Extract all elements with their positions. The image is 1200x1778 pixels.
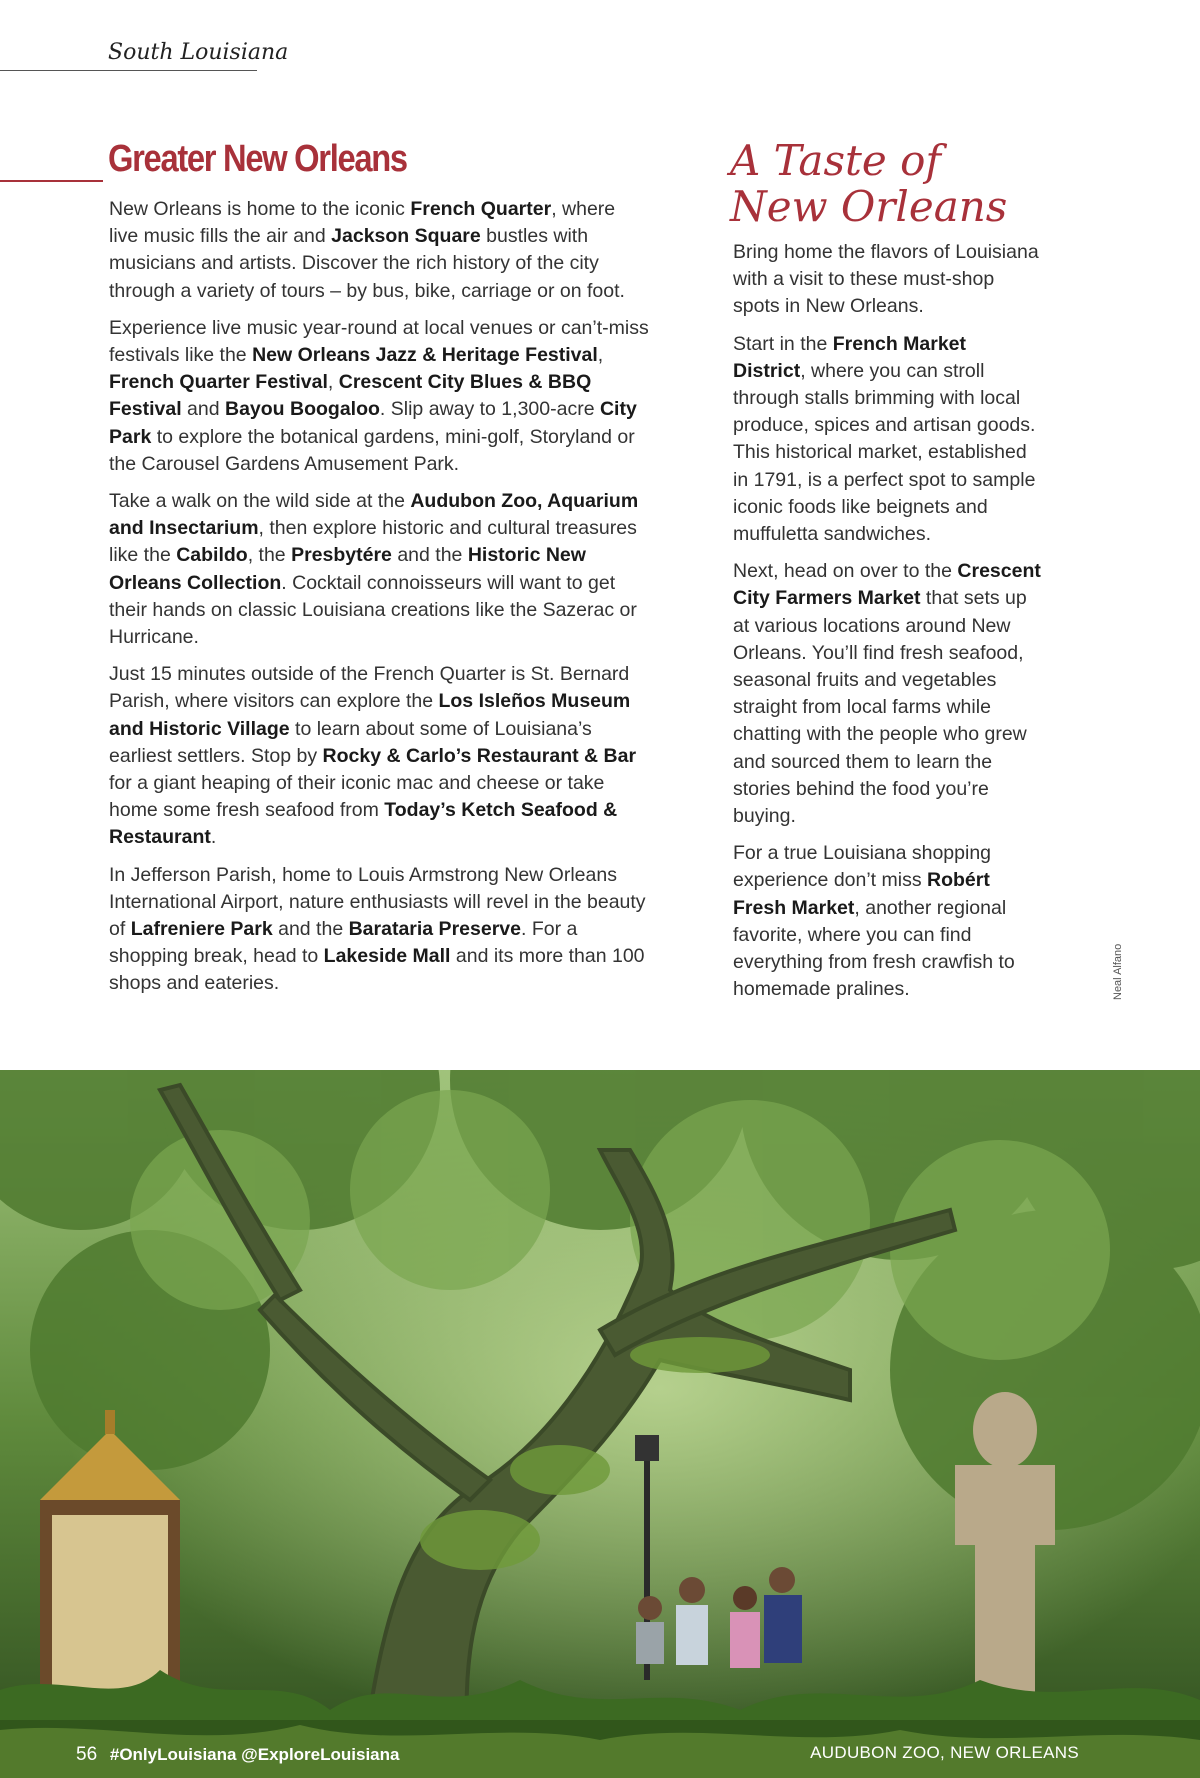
main-text: , where live music fills the air and — [109, 198, 616, 248]
main-text: New Orleans is home to the iconic — [109, 198, 411, 220]
main-bold-place-name: Jackson Square — [331, 225, 481, 248]
main-text: , the — [247, 544, 292, 567]
footer-hashtags: #OnlyLouisiana @ExploreLouisiana — [109, 1745, 400, 1764]
sidebar-text: , another regional favorite, where you can find everything from fresh crawfish to homemade pralines. — [733, 896, 1015, 1001]
sidebar-text: Next, head on over to the — [733, 560, 958, 583]
sidebar-text: For a true Louisiana shopping experience don’t miss — [733, 842, 992, 892]
sidebar-text: that sets up at various locations around New Orleans. You’ll find fresh seafood, seasonal fruits and vegetables straight from local farms while chatting with the people who grew and sourced them to learn the stories behind the food you’re buying. — [733, 587, 1027, 828]
main-text: , — [597, 344, 604, 367]
main-text: for a giant heaping of their iconic mac and cheese or take home some fresh seafood from — [109, 772, 605, 822]
main-paragraph — [109, 862, 649, 998]
main-text: , then explore historic and cultural treasures like the — [109, 517, 637, 567]
main-text: . Slip away to 1,300-acre — [379, 398, 600, 421]
sidebar-title — [730, 138, 1007, 230]
section-header-label: South Louisiana — [108, 40, 289, 65]
main-text: Just 15 minutes outside of the French Quarter is St. Bernard Parish, where visitors can explore the — [109, 663, 630, 713]
photo-caption: AUDUBON ZOO, NEW ORLEANS — [810, 1743, 1079, 1762]
main-bold-place-name: French Quarter Festival — [109, 371, 328, 394]
sidebar-text: Bring home the flavors of Louisiana with a visit to these must-shop spots in New Orleans. — [733, 241, 1039, 318]
photo-credit: Neal Alfano — [1112, 943, 1124, 1000]
sidebar-paragraph — [733, 840, 1043, 1003]
main-paragraph — [109, 661, 649, 851]
main-bold-place-name: Lafreniere Park — [130, 918, 273, 941]
main-text: and its more than 100 shops and eateries. — [109, 945, 645, 995]
main-bold-place-name: Today’s Ketch Seafood & Restaurant — [109, 799, 618, 849]
header-rule — [0, 70, 257, 71]
main-text: . Cocktail connoisseurs will want to get their hands on classic Louisiana creations like the Sazerac or Hurricane. — [109, 571, 637, 649]
main-bold-place-name: French Quarter — [410, 198, 552, 220]
title-rule — [0, 180, 103, 182]
sidebar-text: Start in the — [733, 332, 833, 355]
main-text: bustles with musicians and artists. Discover the rich history of the city through a variety of tours – by bus, bike, carriage or on foot. — [109, 225, 625, 302]
main-paragraph — [109, 196, 649, 305]
main-text: . — [210, 826, 217, 849]
main-text: Take a walk on the wild side at the — [109, 490, 411, 513]
footer-left — [76, 1744, 399, 1766]
audubon-zoo-photo — [0, 1070, 1200, 1778]
main-text: and the — [391, 544, 468, 567]
main-bold-place-name: Los Isleños Museum and Historic Village — [109, 690, 631, 740]
main-bold-place-name: New Orleans Jazz & Heritage Festival — [252, 344, 598, 367]
sidebar-title-line2: New Orleans — [730, 182, 1008, 231]
main-text: , — [327, 371, 339, 394]
main-bold-place-name: Historic New Orleans Collection — [109, 544, 586, 594]
main-title: Greater New Orleans — [108, 138, 407, 180]
main-bold-place-name: Rocky & Carlo’s Restaurant & Bar — [322, 744, 637, 767]
page-number: 56 — [76, 1744, 98, 1765]
sidebar-paragraph — [733, 331, 1043, 549]
main-text: to explore the botanical gardens, mini-golf, Storyland or the Carousel Gardens Amusement Park. — [109, 425, 635, 475]
main-bold-place-name: Barataria Preserve — [348, 918, 521, 941]
main-bold-place-name: City Park — [109, 398, 637, 448]
main-text: In Jefferson Parish, home to Louis Armstrong New Orleans International Airport, nature enthusiasts will revel in the beauty of — [109, 863, 646, 941]
main-bold-place-name: Crescent City Blues & BBQ Festival — [109, 371, 592, 421]
sidebar-paragraph — [733, 558, 1043, 830]
main-bold-place-name: Bayou Boogaloo — [225, 398, 380, 421]
sidebar-bold-place-name: French Market District — [733, 332, 967, 382]
main-paragraph — [109, 315, 649, 478]
main-bold-place-name: Audubon Zoo, Aquarium and Insectarium — [109, 490, 639, 540]
sidebar-paragraph — [733, 239, 1043, 321]
main-text: and the — [272, 918, 349, 941]
sidebar-bold-place-name: Crescent City Farmers Market — [733, 560, 1041, 610]
main-bold-place-name: Presbytére — [291, 544, 392, 567]
main-text: Experience live music year-round at local venues or can’t-miss festivals like the — [109, 316, 649, 367]
sidebar-text: , where you can stroll through stalls brimming with local produce, spices and artisan goods. This historical market, established in 1791, is a perfect spot to sample iconic foods like beignets and muffuletta sandwiches. — [733, 359, 1036, 546]
main-text: and — [181, 398, 225, 421]
sidebar-title-line1: A Taste of — [730, 136, 941, 185]
sidebar-bold-place-name: Robért Fresh Market — [733, 869, 990, 919]
main-paragraph — [109, 488, 649, 651]
main-text: . For a shopping break, head to — [109, 918, 578, 968]
main-bold-place-name: Lakeside Mall — [323, 945, 451, 968]
main-article-column — [109, 196, 649, 1008]
sidebar-column — [733, 239, 1043, 1013]
main-text: to learn about some of Louisiana’s earliest settlers. Stop by — [109, 717, 592, 767]
main-bold-place-name: Cabildo — [176, 544, 248, 567]
